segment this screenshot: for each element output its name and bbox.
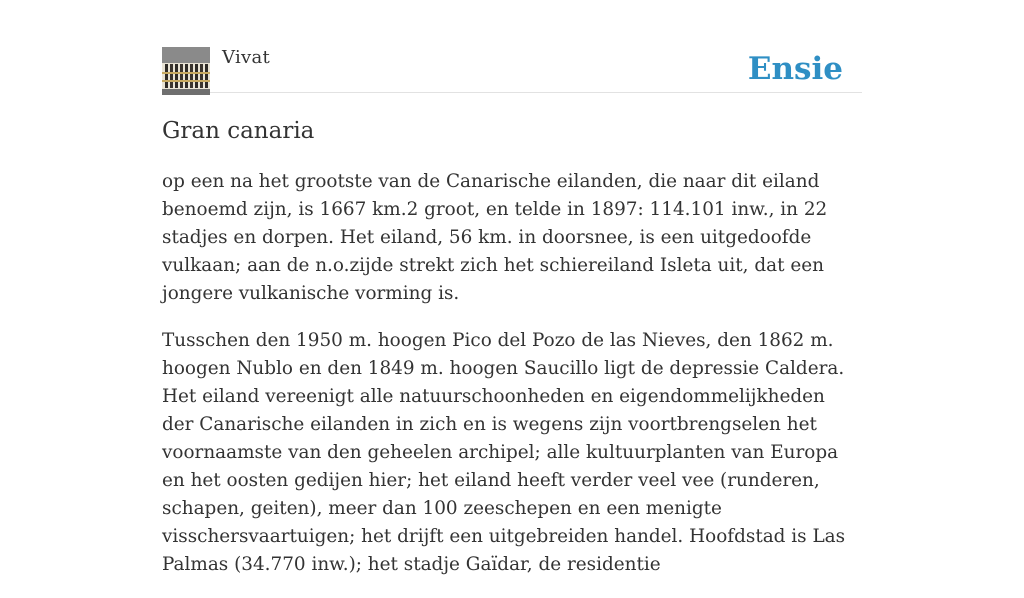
article-paragraph: Tusschen den 1950 m. hoogen Pico del Pozo de las Nieves, den 1862 m. hoogen Nublo en den 1849 m. hoogen Saucillo ligt de depressie Caldera. Het eiland vereenigt alle natuurschoonheden en eigendommelijkheden der Canarische eilanden in zich en is wegens zijn voortbrengselen het voornaamste van den geheelen archipel; alle kultuurplanten van Europa en het oosten gedijen hier; het eiland heeft verder veel vee (runderen, schapen, geiten), meer dan 100 zeeschepen en een menigte visschersvaartuigen; het drijft een uitgebreiden handel. Hoofdstad is Las Palmas (34.770 inw.); het stadje Gaïdar, de residentie: [162, 330, 846, 575]
page-header: [162, 0, 862, 93]
article-paragraph: op een na het grootste van de Canarische eilanden, die naar dit eiland benoemd zijn, is 1667 km.2 groot, en telde in 1897: 114.101 inw., in 22 stadjes en dorpen. Het eiland, 56 km. in doorsnee, is een uitgedoofde vulkaan; aan de n.o.zijde strekt zich het schiereiland Isleta uit, dat een jongere vulkanische vorming is.: [162, 171, 828, 304]
source-avatar[interactable]: [162, 47, 210, 95]
article-title: Gran canaria: [162, 118, 315, 144]
article-body: [162, 168, 862, 598]
page-container: [162, 0, 862, 575]
book-spines-avatar-icon: [162, 47, 210, 95]
source-name[interactable]: Vivat: [222, 47, 271, 68]
brand-logo[interactable]: Ensie: [747, 51, 843, 87]
